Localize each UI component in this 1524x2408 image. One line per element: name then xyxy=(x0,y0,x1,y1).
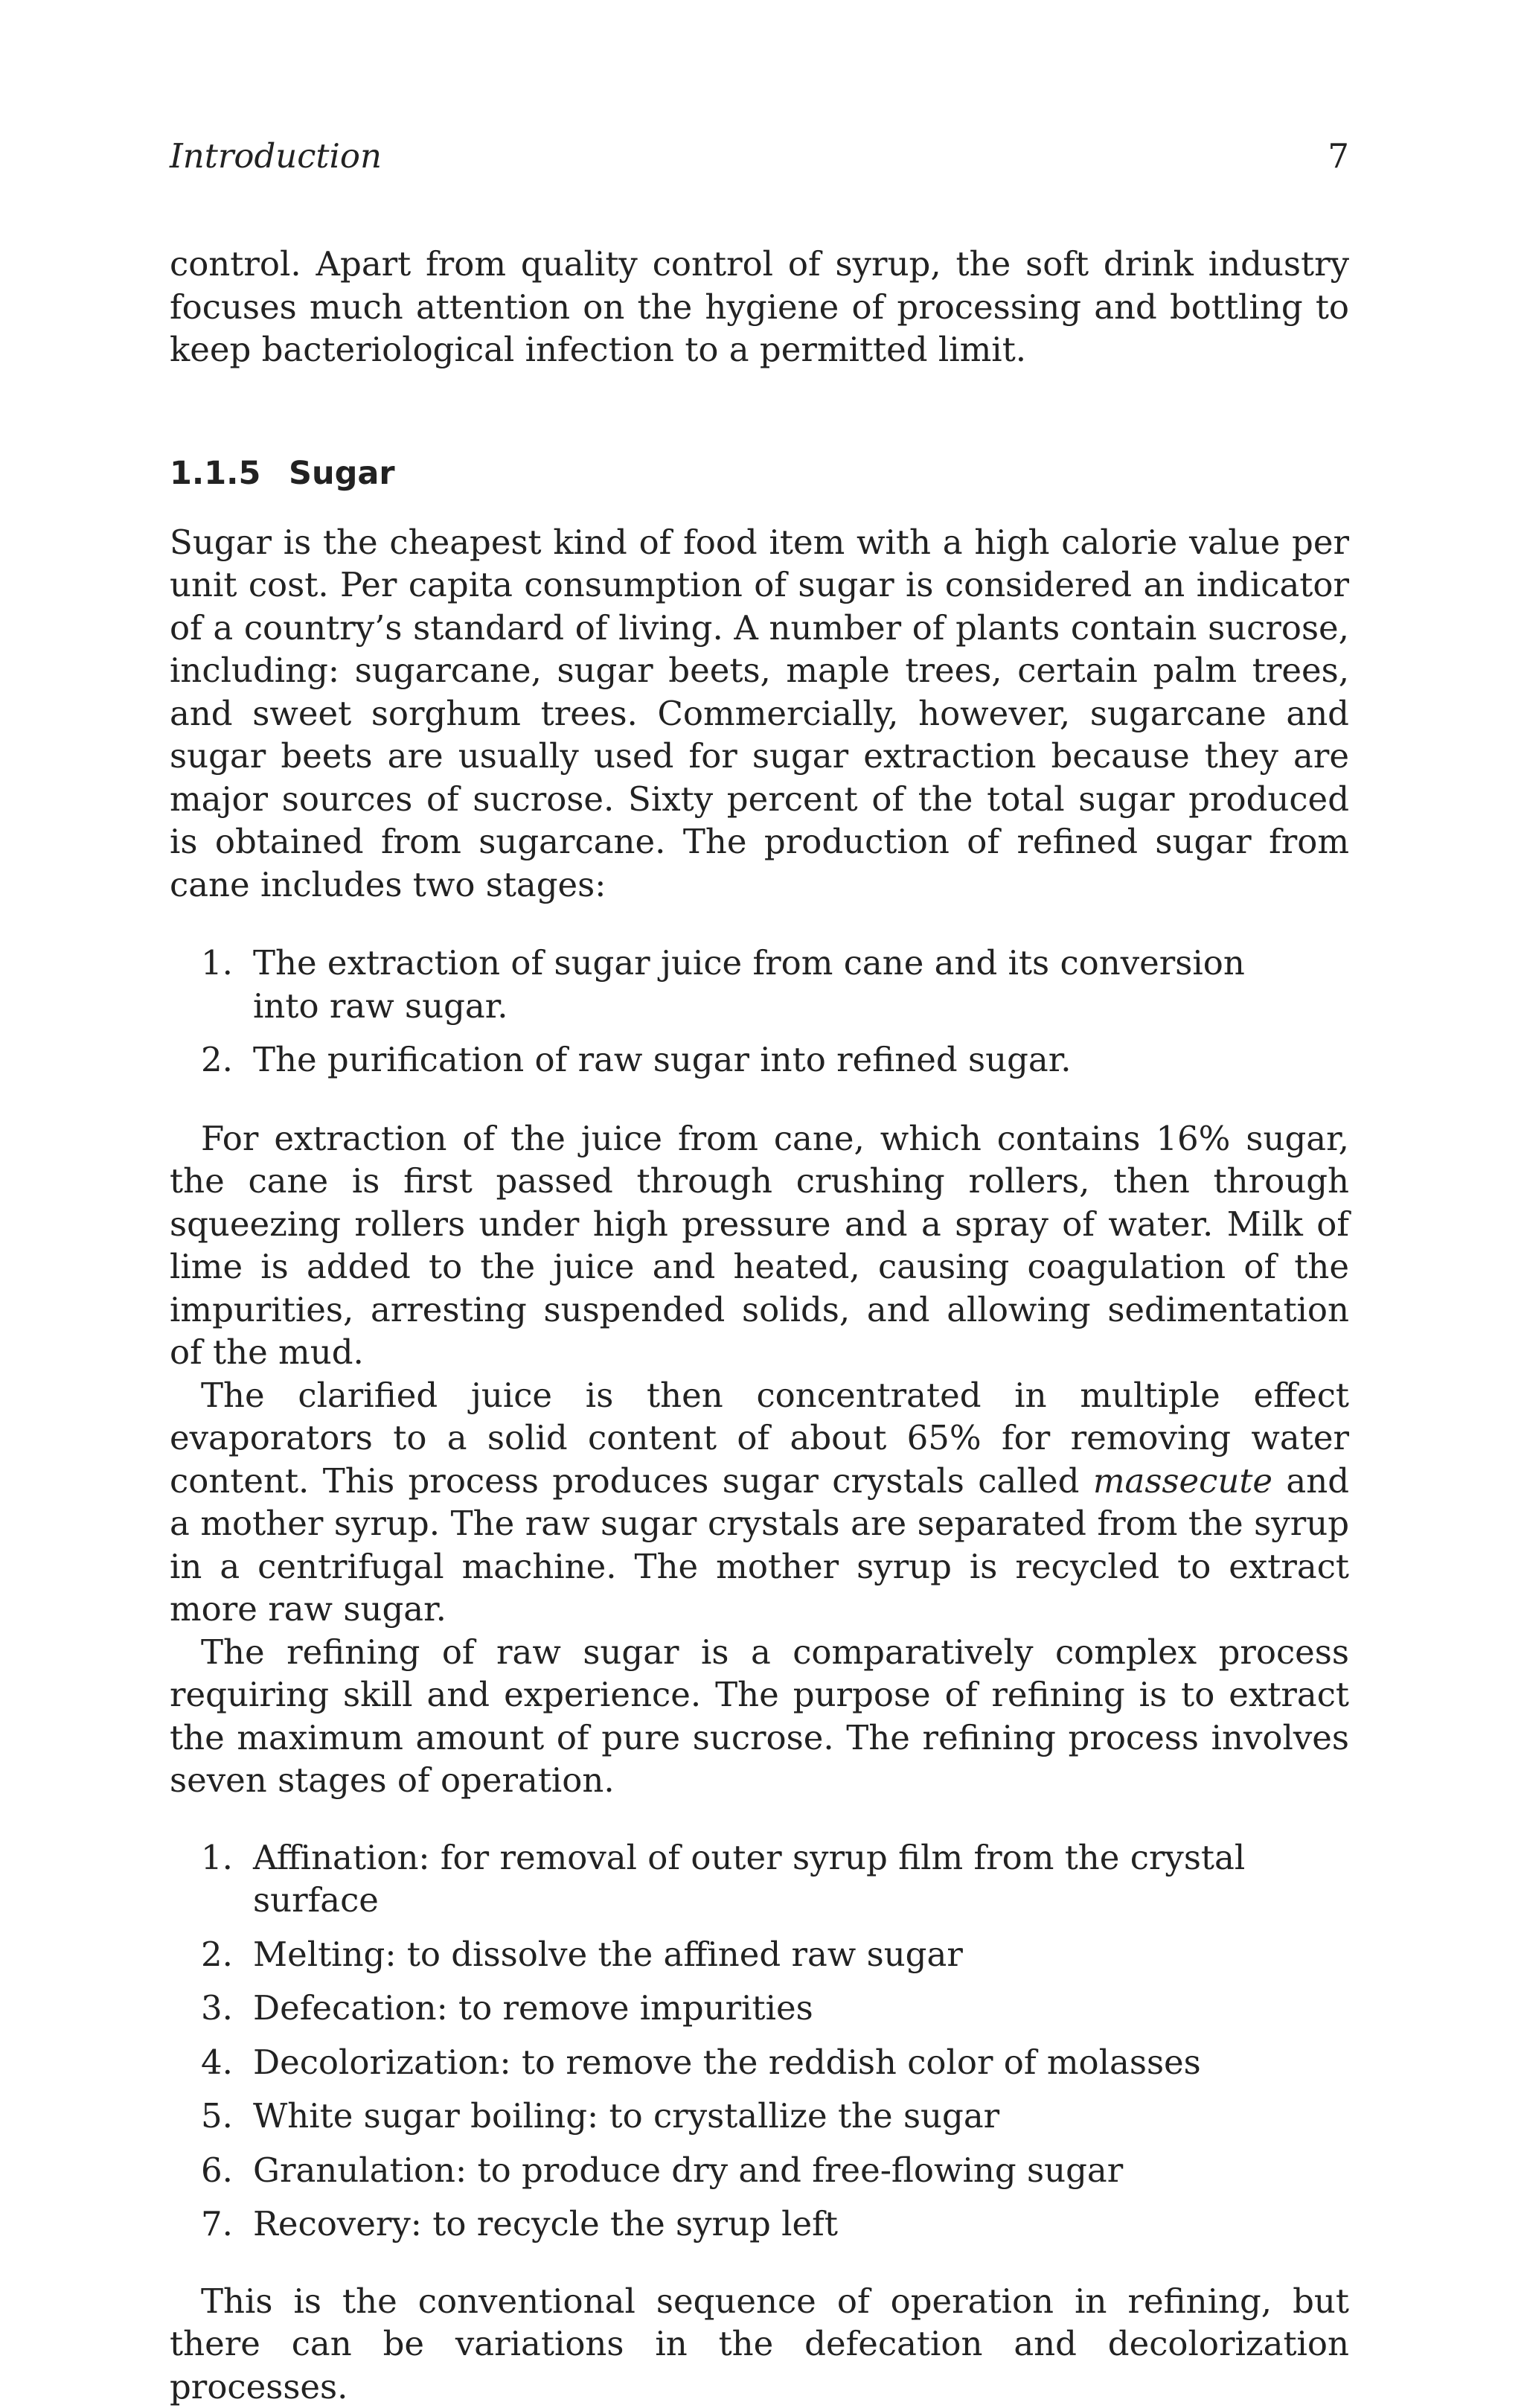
page-body xyxy=(170,243,1349,2408)
list-item-text: White sugar boiling: to crystallize the sugar xyxy=(253,2096,999,2136)
clarified-juice-paragraph xyxy=(170,1374,1349,1631)
extraction-paragraph: For extraction of the juice from cane, which contains 16% sugar, the cane is first passed through crushing rollers, then through squeezing rollers under high pressure and a spray of water. Milk of lime is added to the juice and heated, causing coagulation of the impurities, arresting suspended solids, and allowing sedimentation of the mud. xyxy=(170,1117,1349,1374)
list-item-text: Melting: to dissolve the affined raw sugar xyxy=(253,1935,963,1974)
chapter-title: Introduction xyxy=(170,134,382,179)
list-item xyxy=(170,2095,1349,2138)
section-number: 1.1.5 xyxy=(170,451,289,496)
list-item-text: The purification of raw sugar into refined sugar. xyxy=(253,1040,1072,1079)
production-stages-list xyxy=(170,942,1349,1082)
list-item-number: 4. xyxy=(201,2041,233,2084)
list-item-number: 1. xyxy=(201,1836,233,1880)
list-item xyxy=(170,1933,1349,1976)
list-item-number: 6. xyxy=(201,2149,233,2192)
clarified-text-after: and a mother syrup. The raw sugar crystals are separated from the syrup in a centrifugal machine. The mother syrup is recycled to extract more raw sugar. xyxy=(170,1461,1349,1629)
list-item xyxy=(170,2203,1349,2246)
list-item xyxy=(170,942,1349,1027)
refining-paragraph: The refining of raw sugar is a comparatively complex process requiring skill and experience. The purpose of refining is to extract the maximum amount of pure sucrose. The refining process involves seven stages of operation. xyxy=(170,1631,1349,1802)
list-item-text: Granulation: to produce dry and free-flowing sugar xyxy=(253,2150,1123,2190)
list-item xyxy=(170,2149,1349,2192)
sugar-intro-paragraph: Sugar is the cheapest kind of food item with a high calorie value per unit cost. Per capita consumption of sugar is considered an indicator of a country’s standard of living. A number of plants contain sucrose, including: sugarcane, sugar beets, maple trees, certain palm trees, and sweet sorghum trees. Commercially, however, sugarcane and sugar beets are usually used for sugar extraction because they are major sources of sucrose. Sixty percent of the total sugar produced is obtained from sugarcane. The production of refined sugar from cane includes two stages: xyxy=(170,521,1349,907)
refining-steps-list xyxy=(170,1836,1349,2246)
running-header xyxy=(170,134,1349,179)
list-item xyxy=(170,2041,1349,2084)
list-item xyxy=(170,1987,1349,2030)
list-item-number: 7. xyxy=(201,2203,233,2246)
list-item-number: 3. xyxy=(201,1987,233,2030)
clarified-text-before: The clarified juice is then concentrated in multiple effect evaporators to a solid content of about 65% for removing water content. This process produces sugar crystals called xyxy=(170,1376,1349,1501)
massecute-term: massecute xyxy=(1093,1461,1272,1501)
list-item xyxy=(170,1836,1349,1922)
page-number: 7 xyxy=(1328,134,1349,179)
list-item-text: Defecation: to remove impurities xyxy=(253,1988,813,2028)
list-item-number: 5. xyxy=(201,2095,233,2138)
list-item xyxy=(170,1038,1349,1082)
section-title: Sugar xyxy=(289,455,395,492)
closing-paragraph: This is the conventional sequence of operation in refining, but there can be variations in the defecation and decolorization processes. xyxy=(170,2280,1349,2408)
list-item-text: The extraction of sugar juice from cane and its conversion into raw sugar. xyxy=(253,943,1245,1026)
list-item-number: 2. xyxy=(201,1038,233,1082)
section-heading xyxy=(170,451,1349,496)
list-item-number: 2. xyxy=(201,1933,233,1976)
list-item-text: Recovery: to recycle the syrup left xyxy=(253,2204,838,2243)
list-item-text: Affination: for removal of outer syrup film from the crystal surface xyxy=(253,1838,1245,1920)
list-item-number: 1. xyxy=(201,942,233,985)
list-item-text: Decolorization: to remove the reddish color of molasses xyxy=(253,2043,1201,2082)
continuation-paragraph: control. Apart from quality control of syrup, the soft drink industry focuses much attention on the hygiene of processing and bottling to keep bacteriological infection to a permitted limit. xyxy=(170,243,1349,371)
